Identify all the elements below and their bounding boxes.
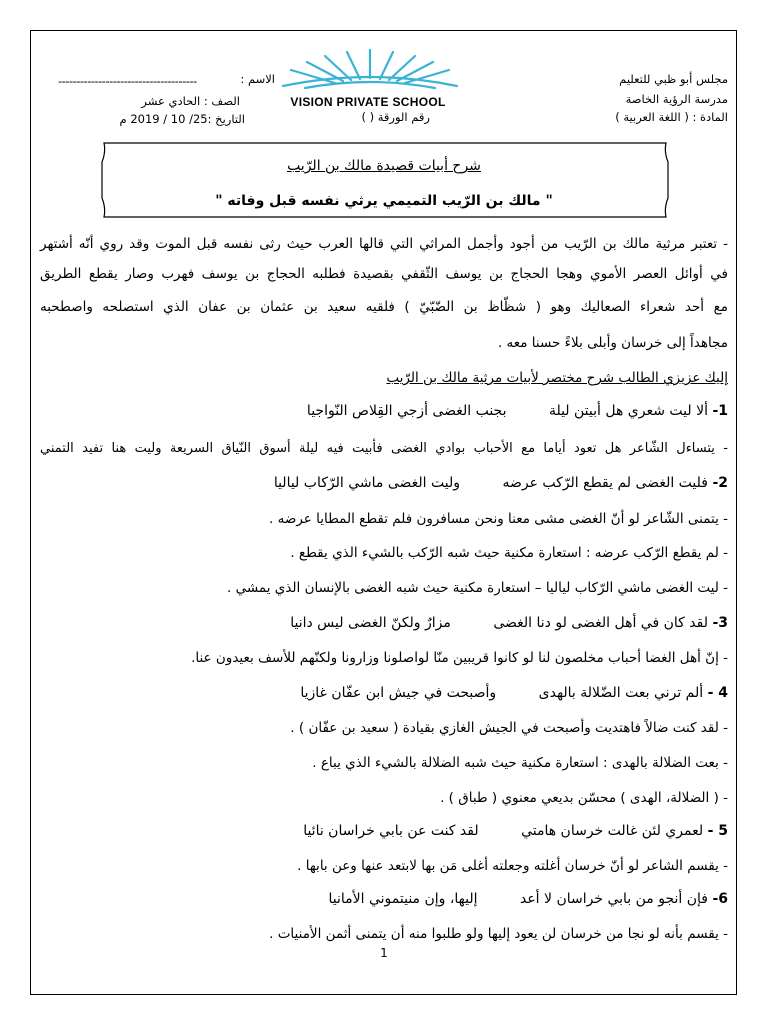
explanation-5: - يقسم الشاعر لو أنّ خرسان أغلته وجعلته أغلى مَن بها لابتعد عنها وعن بابها . (297, 858, 728, 874)
name-label: الاسم : (240, 72, 275, 86)
name-dots: -------------------------------------- (58, 74, 197, 88)
sheet-number: رقم الورقة ( ) (361, 110, 430, 124)
explanation-2b: - لم يقطع الرّكب عرضه : استعارة مكنية حيث شبه الرّكب بالشيء الذي يقطع . (290, 545, 728, 561)
verse-second-hemistich: بجنب الغضى أزجي القِلاص النّواجيا (306, 403, 507, 419)
school-name-en: VISION PRIVATE SCHOOL (290, 95, 446, 109)
page-number: 1 (380, 946, 388, 960)
verse-number: 1- (712, 403, 728, 419)
verse-second-hemistich: لقد كنت عن بابي خراسان نائيا (303, 823, 479, 839)
verse-6 (329, 889, 728, 909)
subject-label: المادة : ( اللغة العربية ) (615, 110, 728, 124)
intro-line-3: مع أحد شعراء الصعاليك وهو ( شظّاظ بن الضّبّيّ ) فلقيه سعيد بن عثمان بن عفان الذي استصلحه واصطحبه (40, 299, 728, 315)
verse-first-hemistich: فليت الغضى لم يقطع الرّكب عرضه (502, 475, 708, 491)
explanation-2a: - يتمنى الشّاعر لو أنّ الغضى مشى معنا ونحن مسافرون فلم تقطع المطايا عرضه . (269, 511, 728, 527)
page-subtitle: " مالك بن الرّيب التميمي يرثي نفسه قبل وفاته " (215, 193, 553, 209)
explanation-4b: - بعت الضلالة بالهدى : استعارة مكنية حيث شبه الضلالة بالشيء الذي يباع . (312, 755, 728, 771)
section-heading: إليك عزيزي الطالب شرح مختصر لأبيات مرثية مالك بن الرّيب (386, 370, 728, 386)
verse-number: 6- (712, 891, 728, 907)
school-logo-icon (265, 48, 475, 100)
school-name-ar: مدرسة الرؤية الخاصة (625, 92, 728, 106)
verse-1 (307, 401, 728, 421)
verse-4 (300, 683, 728, 703)
verse-number: 2- (712, 475, 728, 491)
verse-first-hemistich: لعمري لئن غالت خرسان هامتي (521, 823, 704, 839)
verse-3 (290, 613, 728, 633)
council-name: مجلس أبو ظبي للتعليم (619, 72, 728, 86)
verse-number: 4 - (707, 685, 728, 701)
explanation-1: - يتساءل الشّاعر هل تعود أياما مع الأحباب بوادي الغضى فأبيت فيه ليلة أسوق النّياق السريعة وليت هنا تفيد التمني (40, 441, 728, 456)
explanation-3: - إنّ أهل الغضا أحباب مخلصون لنا لو كانوا قريبين منّا لواصلونا وزارونا ولكنّهم للأسف بعيدون عنا. (191, 650, 728, 666)
explanation-2c: - ليت الغضى ماشي الرّكاب لياليا – استعارة مكنية حيث شبه الغضى بالإنسان الذي يمشي . (227, 580, 728, 596)
explanation-4c: - ( الضلالة، الهدى ) محسّن بديعي معنوي ( طباق ) . (440, 790, 728, 806)
verse-2 (274, 473, 728, 493)
verse-second-hemistich: إليها، وإن منيتموني الأمانيا (328, 891, 478, 907)
verse-5 (303, 821, 728, 841)
page-title: شرح أبيات قصيدة مالك بن الرّيب (287, 158, 481, 174)
verse-second-hemistich: مزارٌ ولكنّ الغضى ليس دانيا (290, 615, 451, 631)
verse-first-hemistich: ألا ليت شعري هل أبيتن ليلة (548, 403, 708, 419)
intro-line-2: في أوائل العصر الأموي وهجا الحجاج بن يوسف الثّقفي بقصيدة فطلبه الحجاج بن يوسف فهرب وصار يقطع الطريق (40, 266, 728, 282)
explanation-6: - يقسم بأنه لو نجا من خرسان لن يعود إليها ولو طلبوا منه أن يتمنى أثمن الأمنيات . (269, 926, 728, 942)
verse-first-hemistich: لقد كان في أهل الغضى لو دنا الغضى (493, 615, 708, 631)
verse-first-hemistich: فإن أنجو من بابي خراسان لا أعد (519, 891, 708, 907)
date-label: التاريخ :25/ 10 / 2019 م (119, 112, 245, 126)
grade-label: الصف : الحادي عشر (141, 94, 240, 108)
verse-second-hemistich: وأصبحت في جيش ابن عفّان غازيا (300, 685, 497, 701)
verse-second-hemistich: وليت الغضى ماشي الرّكاب لياليا (273, 475, 460, 491)
intro-line-1: - تعتبر مرثية مالك بن الرّيب من أجود وأجمل المراثي التي قالها العرب حيث رثى نفسه قبل الموت وقد روي أنّه أشتهر (40, 236, 728, 252)
explanation-4a: - لقد كنت ضالاً فاهتديت وأصبحت في الجيش الغازي بقيادة ( سعيد بن عفّان ) . (290, 720, 728, 736)
verse-number: 5 - (707, 823, 728, 839)
verse-number: 3- (712, 615, 728, 631)
verse-first-hemistich: ألم ترني بعت الضّلالة بالهدى (538, 685, 704, 701)
intro-line-4: مجاهداً إلى خرسان وأبلى بلاءً حسنا معه . (497, 335, 728, 351)
